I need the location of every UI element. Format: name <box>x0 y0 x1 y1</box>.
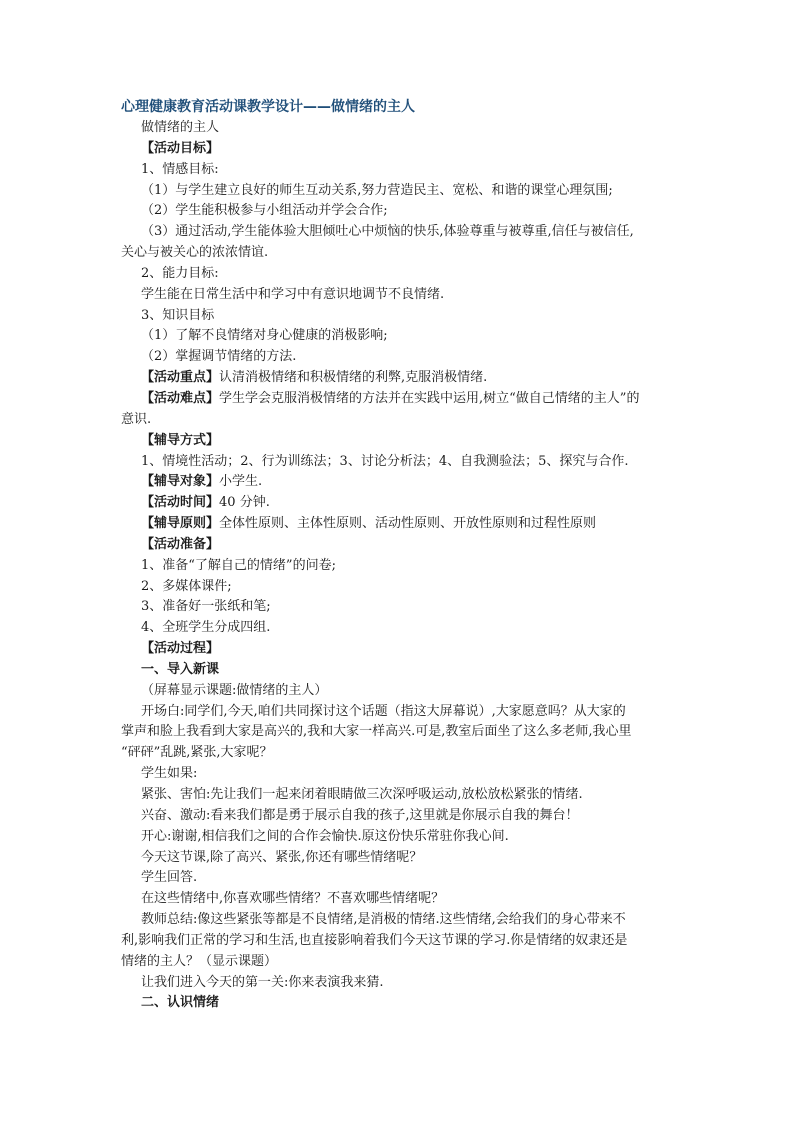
difficulty <box>121 389 681 410</box>
question: 今天这节课,除了高兴、紧张,你还有哪些情绪呢？ <box>141 849 423 865</box>
subtitle: 做情绪的主人 <box>141 120 220 135</box>
opening-text-continuation: “砰砰”乱跳,紧张,大家呢？ <box>121 745 273 761</box>
principle-text: 全体性原则、主体性原则、活动性原则、开放性原则和过程性原则 <box>219 516 597 532</box>
key-point-label: 【活动重点】 <box>141 370 220 386</box>
key-point <box>121 368 681 389</box>
principle <box>121 514 681 535</box>
target-label: 【辅导对象】 <box>141 474 220 490</box>
teacher-summary-continuation: 利,影响我们正常的学习和生活,也直接影响着我们今天这节课的学习.你是情绪的奴隶还是 <box>121 932 628 948</box>
knowledge-item: （1）了解不良情绪对身心健康的消极影响; <box>141 328 388 344</box>
difficulty-continuation: 意识. <box>121 411 152 427</box>
key-point-text: 认清消极情绪和积极情绪的利弊,克服消极情绪. <box>219 370 488 386</box>
time-text: 40 分钟. <box>219 495 270 511</box>
time-label: 【活动时间】 <box>141 495 220 511</box>
document-page <box>121 97 681 1014</box>
emotion-item: （2）学生能积极参与小组活动并学会合作; <box>141 203 388 219</box>
ability-goal: 2、能力目标: <box>141 265 219 281</box>
objectives-heading: 【活动目标】 <box>141 140 220 156</box>
emotion-item: （1）与学生建立良好的师生互动关系,努力营造民主、宽松、和谐的课堂心理氛围; <box>141 182 613 198</box>
section-heading: 二、认识情绪 <box>141 995 220 1011</box>
principle-label: 【辅导原则】 <box>141 516 220 532</box>
knowledge-goal: 3、知识目标 <box>141 307 215 323</box>
emotion-goal: 1、情感目标: <box>141 161 219 177</box>
target-text: 小学生. <box>219 474 263 490</box>
student-if: 学生如果: <box>141 766 198 782</box>
screen-note: （屏幕显示课题:做情绪的主人） <box>141 682 328 698</box>
method-heading: 【辅导方式】 <box>141 432 220 448</box>
first-level: 让我们进入今天的第一关:你来表演我来猜. <box>141 974 384 990</box>
teacher-summary-continuation: 情绪的主人？（显示课题） <box>121 953 278 969</box>
time <box>121 493 681 514</box>
document-title: 心理健康教育活动课教学设计——做情绪的主人 <box>121 99 415 115</box>
opening-text: 开场白:同学们,今天,咱们共同探讨这个话题（指这大屏幕说）,大家愿意吗？从大家的 <box>141 703 626 719</box>
knowledge-item: （2）掌握调节情绪的方法. <box>141 349 297 365</box>
teacher-summary: 教师总结:像这些紧张等都是不良情绪,是消极的情绪.这些情绪,会给我们的身心带来不 <box>141 912 626 928</box>
method-text: 1、情境性活动；2、行为训练法；3、讨论分析法；4、自我测验法；5、探究与合作. <box>141 453 629 469</box>
response-excited: 兴奋、激动:看来我们都是勇于展示自我的孩子,这里就是你展示自我的舞台！ <box>141 807 579 823</box>
section-heading: 一、导入新课 <box>141 661 220 677</box>
emotion-item: （3）通过活动,学生能体验大胆倾吐心中烦恼的快乐,体验尊重与被尊重,信任与被信任, <box>141 224 634 240</box>
prep-item: 1、准备“了解自己的情绪”的问卷; <box>141 557 336 573</box>
prep-item: 4、全班学生分成四组. <box>141 620 271 636</box>
difficulty-label: 【活动难点】 <box>141 390 220 406</box>
difficulty-text: 学生学会克服消极情绪的方法并在实践中运用,树立“做自己情绪的主人”的 <box>219 390 640 406</box>
emotion-item-continuation: 关心与被关心的浓浓情谊. <box>121 245 269 261</box>
prep-item: 2、多媒体课件; <box>141 578 232 594</box>
opening-text-continuation: 掌声和脸上我看到大家是高兴的,我和大家一样高兴.可是,教室后面坐了这么多老师,我心里 <box>121 724 632 740</box>
response-tense: 紧张、害怕:先让我们一起来闭着眼睛做三次深呼吸运动,放松放松紧张的情绪. <box>141 787 583 802</box>
prep-item: 3、准备好一张纸和笔; <box>141 599 271 615</box>
ability-text: 学生能在日常生活中和学习中有意识地调节不良情绪. <box>141 286 445 302</box>
prep-heading: 【活动准备】 <box>141 536 220 552</box>
process-heading: 【活动过程】 <box>141 641 220 657</box>
question: 在这些情绪中,你喜欢哪些情绪？不喜欢哪些情绪呢？ <box>141 891 445 907</box>
answer: 学生回答. <box>141 870 198 886</box>
target <box>121 472 681 493</box>
response-happy: 开心:谢谢,相信我们之间的合作会愉快.原这份快乐常驻你我心间. <box>141 828 509 844</box>
